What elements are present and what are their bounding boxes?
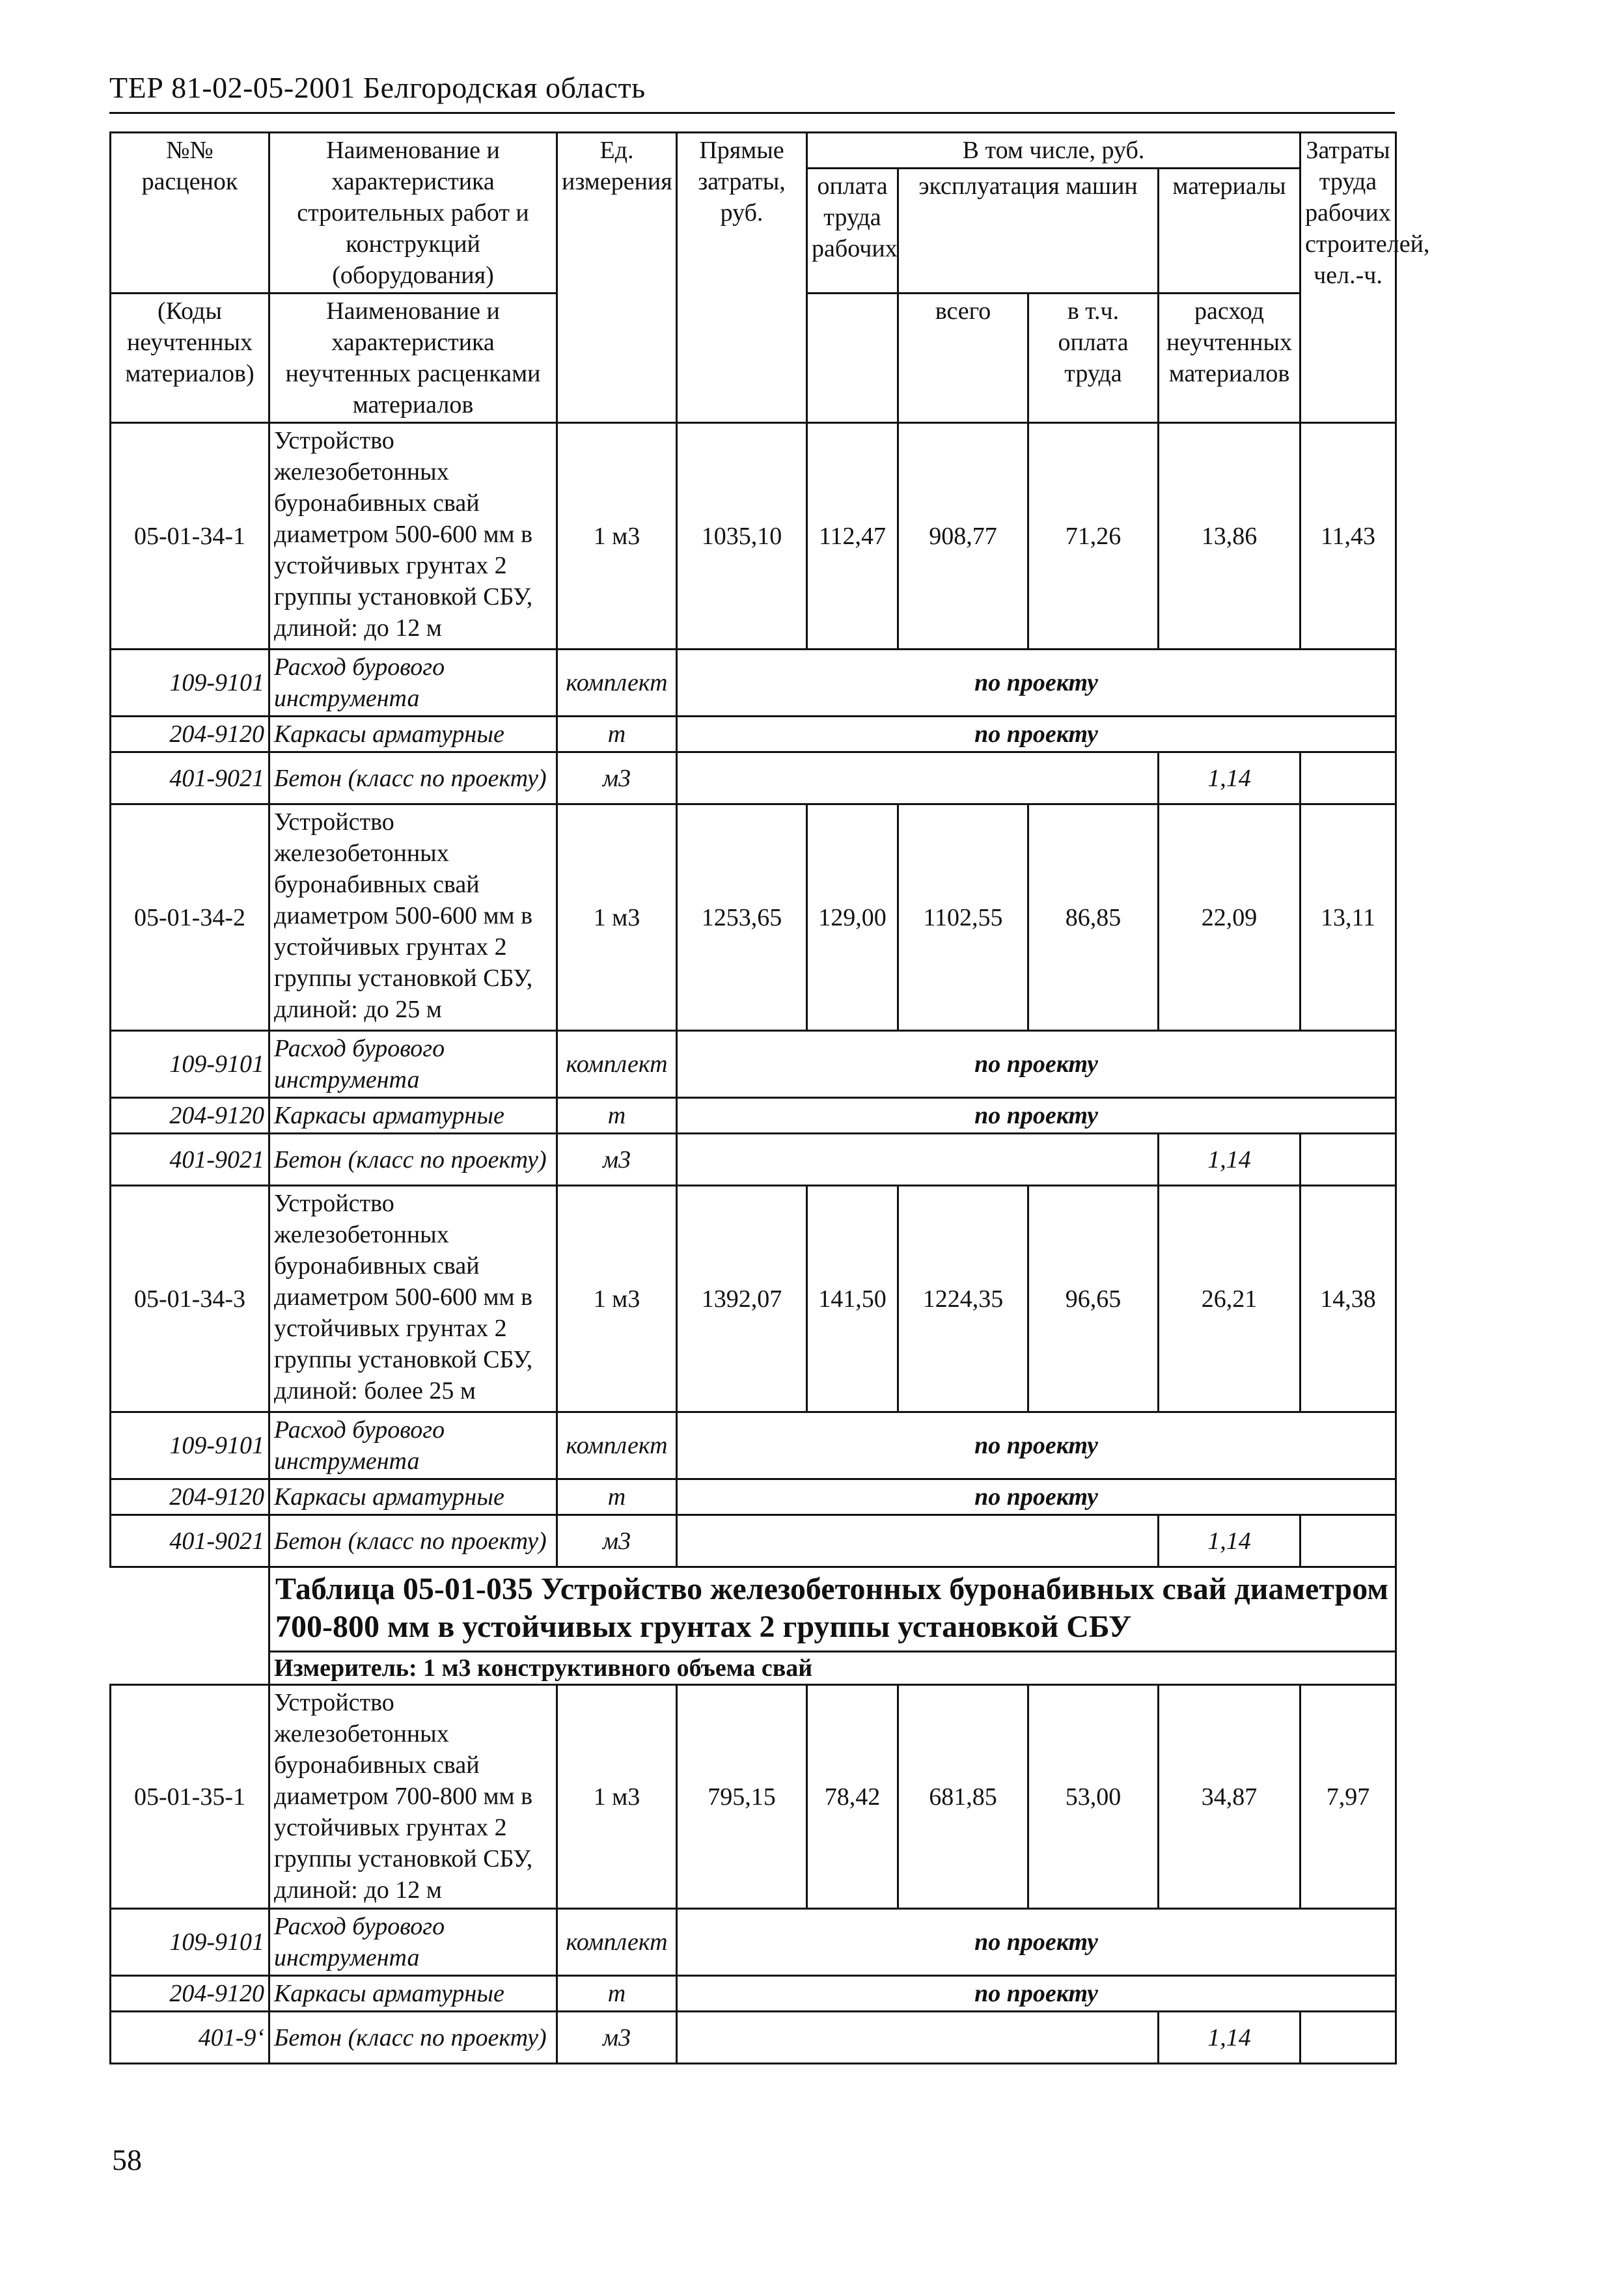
- material-name: Каркасы арматурные: [269, 1479, 557, 1515]
- material-code: 109-9101: [111, 1909, 269, 1976]
- labor-pay: 112,47: [807, 423, 898, 650]
- labor-pay: 141,50: [807, 1186, 898, 1412]
- col-header-incl: В том числе, руб.: [807, 133, 1301, 169]
- material-row: [111, 2012, 1396, 2064]
- col-header-code-alt: (Коды неучтенных материалов): [111, 294, 269, 423]
- direct-cost: 1392,07: [677, 1186, 807, 1412]
- material-row: [111, 1909, 1396, 1976]
- work-code: 05-01-34-1: [111, 423, 269, 650]
- unit: 1 м3: [557, 423, 677, 650]
- by-project: по проекту: [677, 1909, 1396, 1976]
- empty-cell: [1301, 752, 1396, 804]
- material-unit: комплект: [557, 650, 677, 717]
- empty-cell: [1301, 1515, 1396, 1567]
- machines-spacer: [898, 227, 1159, 294]
- labor-cost: 11,43: [1301, 423, 1396, 650]
- concrete-qty: 1,14: [1159, 2012, 1301, 2064]
- material-code: 401-9021: [111, 1134, 269, 1186]
- material-row: [111, 1134, 1396, 1186]
- by-project: по проекту: [677, 1412, 1396, 1479]
- labor-pay-spacer: [807, 294, 898, 423]
- material-name: Каркасы арматурные: [269, 1098, 557, 1134]
- material-unit: комплект: [557, 1031, 677, 1098]
- material-name: Расход бурового инструмента: [269, 1412, 557, 1479]
- labor-pay: 78,42: [807, 1685, 898, 1909]
- unit: 1 м3: [557, 804, 677, 1031]
- empty-cell: [1301, 2012, 1396, 2064]
- machines-labor: 71,26: [1028, 423, 1159, 650]
- direct-cost: 1035,10: [677, 423, 807, 650]
- table-title: Таблица 05-01-035 Устройство железобетонных буронабивных свай диаметром 700-800 мм в устойчивых грунтах 2 группы установкой СБУ: [269, 1567, 1396, 1652]
- material-unit: т: [557, 1479, 677, 1515]
- material-code: 401-9021: [111, 752, 269, 804]
- col-header-labor-cost: Затраты труда рабочих строителей, чел.-ч.: [1301, 133, 1396, 423]
- by-project: по проекту: [677, 1031, 1396, 1098]
- labor-cost: 7,97: [1301, 1685, 1396, 1909]
- material-unit: м3: [557, 752, 677, 804]
- header-rule: [109, 112, 1395, 114]
- material-name: Бетон (класс по проекту): [269, 2012, 557, 2064]
- materials: 26,21: [1159, 1186, 1301, 1412]
- material-name: Каркасы арматурные: [269, 717, 557, 752]
- unit: 1 м3: [557, 1685, 677, 1909]
- material-unit: т: [557, 1976, 677, 2012]
- col-header-materials-sub: расход неучтенных материалов: [1159, 294, 1301, 423]
- by-project: по проекту: [677, 1098, 1396, 1134]
- material-row: [111, 1098, 1396, 1134]
- work-code: 05-01-35-1: [111, 1685, 269, 1909]
- work-description: Устройство железобетонных буронабивных свай диаметром 500-600 мм в устойчивых грунтах 2 группы установкой СБУ, длиной: более 25 м: [269, 1186, 557, 1412]
- material-row: [111, 1479, 1396, 1515]
- table-measure-spacer: [111, 1652, 269, 1685]
- material-row: [111, 1976, 1396, 2012]
- machines-total: 681,85: [898, 1685, 1028, 1909]
- labor-cost: 13,11: [1301, 804, 1396, 1031]
- document-header: ТЕР 81-02-05-2001 Белгородская область: [109, 71, 646, 104]
- material-code: 109-9101: [111, 1031, 269, 1098]
- material-row: [111, 1412, 1396, 1479]
- col-header-labor-pay: оплата труда рабочих: [807, 169, 898, 294]
- table-title-spacer: [111, 1567, 269, 1652]
- by-project: по проекту: [677, 717, 1396, 752]
- by-project: по проекту: [677, 1479, 1396, 1515]
- work-description: Устройство железобетонных буронабивных свай диаметром 500-600 мм в устойчивых грунтах 2 группы установкой СБУ, длиной: до 25 м: [269, 804, 557, 1031]
- col-header-machines-labor: в т.ч. оплата труда: [1028, 294, 1159, 423]
- table-measure: Измеритель: 1 м3 конструктивного объема свай: [269, 1652, 1396, 1685]
- material-code: 109-9101: [111, 650, 269, 717]
- machines-labor: 53,00: [1028, 1685, 1159, 1909]
- direct-cost: 1253,65: [677, 804, 807, 1031]
- work-description: Устройство железобетонных буронабивных свай диаметром 700-800 мм в устойчивых грунтах 2 группы установкой СБУ, длиной: до 12 м: [269, 1685, 557, 1909]
- machines-total: 1102,55: [898, 804, 1028, 1031]
- machines-total: 908,77: [898, 423, 1028, 650]
- price-table: [109, 131, 1430, 2064]
- material-name: Каркасы арматурные: [269, 1976, 557, 2012]
- empty-cell: [677, 2012, 1159, 2064]
- work-code: 05-01-34-3: [111, 1186, 269, 1412]
- table-row: [111, 1186, 1396, 1412]
- concrete-qty: 1,14: [1159, 1515, 1301, 1567]
- material-unit: т: [557, 717, 677, 752]
- col-header-unit: Ед. измерения: [557, 133, 677, 423]
- material-code: 109-9101: [111, 1412, 269, 1479]
- labor-pay: 129,00: [807, 804, 898, 1031]
- material-unit: т: [557, 1098, 677, 1134]
- material-unit: комплект: [557, 1412, 677, 1479]
- concrete-qty: 1,14: [1159, 1134, 1301, 1186]
- material-row: [111, 1031, 1396, 1098]
- work-code: 05-01-34-2: [111, 804, 269, 1031]
- material-name: Расход бурового инструмента: [269, 650, 557, 717]
- material-code: 401-9‘: [111, 2012, 269, 2064]
- material-name: Расход бурового инструмента: [269, 1909, 557, 1976]
- by-project: по проекту: [677, 1976, 1396, 2012]
- material-code: 204-9120: [111, 1098, 269, 1134]
- material-code: 401-9021: [111, 1515, 269, 1567]
- material-name: Расход бурового инструмента: [269, 1031, 557, 1098]
- material-row: [111, 717, 1396, 752]
- material-name: Бетон (класс по проекту): [269, 1134, 557, 1186]
- col-header-direct: Прямые затраты, руб.: [677, 133, 807, 423]
- material-code: 204-9120: [111, 1976, 269, 2012]
- concrete-qty: 1,14: [1159, 752, 1301, 804]
- work-description: Устройство железобетонных буронабивных свай диаметром 500-600 мм в устойчивых грунтах 2 группы установкой СБУ, длиной: до 12 м: [269, 423, 557, 650]
- material-row: [111, 1515, 1396, 1567]
- direct-cost: 795,15: [677, 1685, 807, 1909]
- col-header-name-alt: Наименование и характеристика неучтенных расценками материалов: [269, 294, 557, 423]
- empty-cell: [677, 1515, 1159, 1567]
- material-unit: м3: [557, 2012, 677, 2064]
- col-header-machines: эксплуатация машин: [898, 169, 1159, 227]
- materials: 34,87: [1159, 1685, 1301, 1909]
- empty-cell: [677, 1134, 1159, 1186]
- material-unit: м3: [557, 1515, 677, 1567]
- col-header-code: №№ расценок: [111, 133, 269, 294]
- material-code: 204-9120: [111, 717, 269, 752]
- by-project: по проекту: [677, 650, 1396, 717]
- empty-cell: [1301, 1134, 1396, 1186]
- table-row: [111, 804, 1396, 1031]
- col-header-machines-total: всего: [898, 294, 1028, 423]
- col-header-name: Наименование и характеристика строительных работ и конструкций (оборудования): [269, 133, 557, 294]
- material-name: Бетон (класс по проекту): [269, 752, 557, 804]
- material-unit: м3: [557, 1134, 677, 1186]
- material-row: [111, 650, 1396, 717]
- table-row: [111, 423, 1396, 650]
- materials-spacer: [1159, 227, 1301, 294]
- material-row: [111, 752, 1396, 804]
- material-code: 204-9120: [111, 1479, 269, 1515]
- material-unit: комплект: [557, 1909, 677, 1976]
- machines-labor: 86,85: [1028, 804, 1159, 1031]
- machines-total: 1224,35: [898, 1186, 1028, 1412]
- page-number: 58: [112, 2143, 142, 2176]
- materials: 13,86: [1159, 423, 1301, 650]
- unit: 1 м3: [557, 1186, 677, 1412]
- empty-cell: [677, 752, 1159, 804]
- table-row: [111, 1685, 1396, 1909]
- col-header-materials: материалы: [1159, 169, 1301, 227]
- material-name: Бетон (класс по проекту): [269, 1515, 557, 1567]
- machines-labor: 96,65: [1028, 1186, 1159, 1412]
- labor-cost: 14,38: [1301, 1186, 1396, 1412]
- materials: 22,09: [1159, 804, 1301, 1031]
